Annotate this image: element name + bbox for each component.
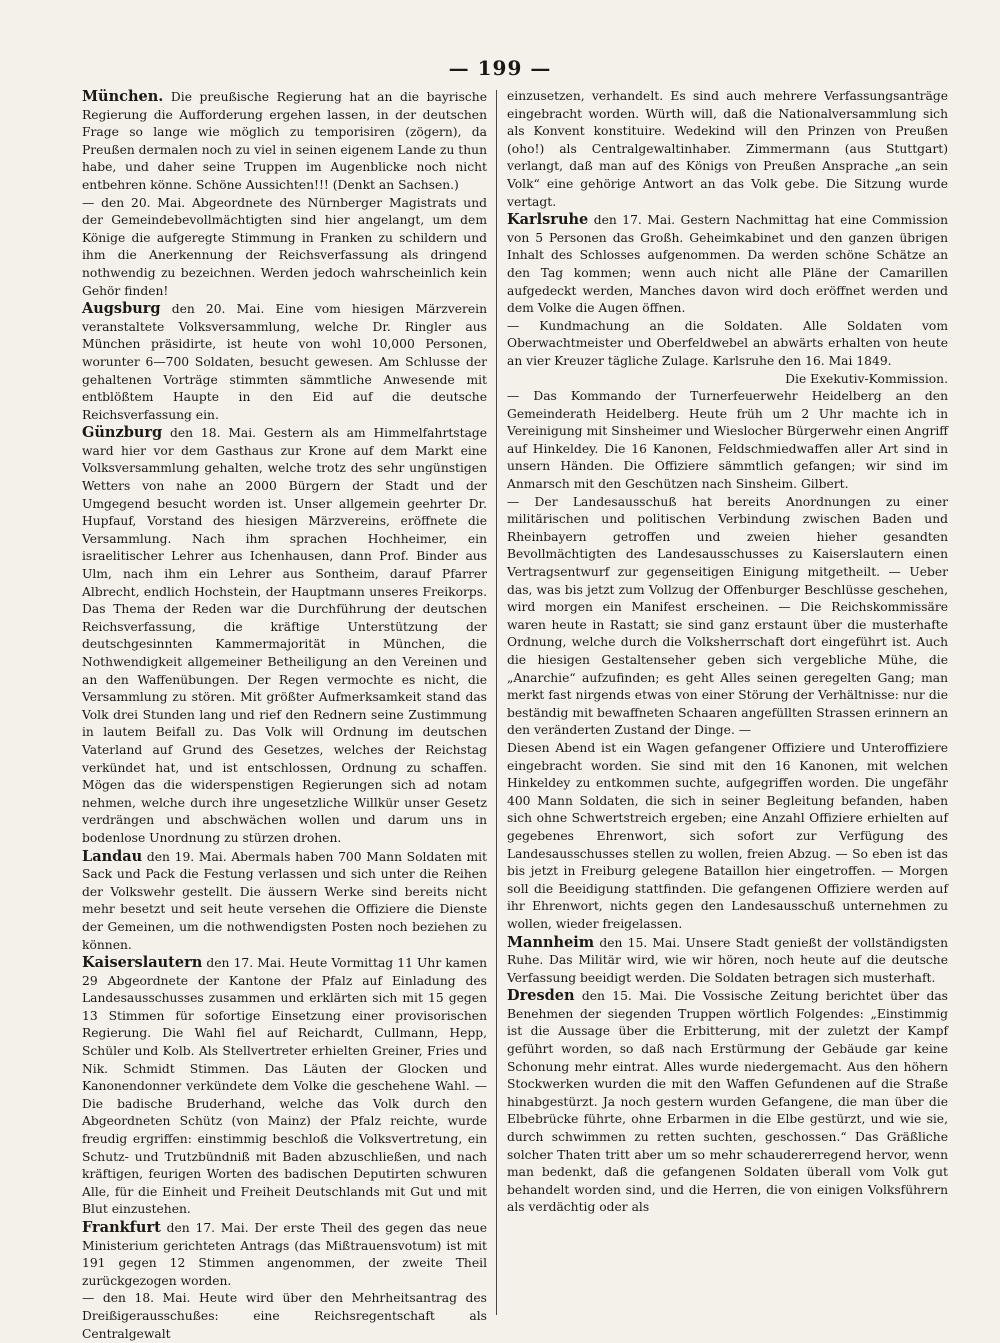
entry-text: — Kundmachung an die Soldaten. Alle Soldaten vom Oberwachtmeister und Oberfeldwebel an abwärts erhalten von heute an vier Kreuzer tägliche Zulage. Karlsruhe den 16. Mai 1849. <box>507 318 948 368</box>
entry-text: den 15. Mai. Unsere Stadt genießt der vollständigsten Ruhe. Das Militär wird, wie wir hören, noch heute auf die deutsche Verfassung beeidigt werden. Die Soldaten betragen sich musterhaft. <box>507 935 948 985</box>
place-heading: Karlsruhe <box>507 211 589 229</box>
place-heading: Mannheim <box>507 933 595 951</box>
news-entry <box>507 987 948 1217</box>
column-divider <box>496 90 497 1315</box>
news-entry <box>507 494 948 740</box>
news-entry <box>507 740 948 934</box>
place-heading: München. <box>82 88 164 105</box>
news-entry <box>82 1219 487 1290</box>
entry-text: einzusetzen, verhandelt. Es sind auch mehrere Verfassungsanträge eingebracht worden. Würth will, daß die Nationalversammlung sich als Konvent konstituire. Wedekind will den Prinzen von Preußen (oho!) als Centralgewaltinhaber. Zimmermann (aus Stuttgart) verlangt, daß man auf des Königs von Preußen Ansprache „an sein Volk“ eine gehörige Antwort an das Volk gebe. Die Sitzung wurde vertagt. <box>507 89 948 209</box>
place-heading: Landau <box>82 847 143 865</box>
place-heading: Augsburg <box>82 300 161 318</box>
entry-text: den 17. Mai. Gestern Nachmittag hat eine Commission von 5 Personen das Großh. Geheimkabinet und den ganzen übrigen Inhalt des Schlosses aufgenommen. Da werden schöne Schätze an den Tag kommen; wenn auch nicht alle Pläne der Camarillen aufgedeckt werden, Manches davon wird doch eröffnet werden und dem Volke die Augen öffnen. <box>507 213 948 316</box>
place-heading: Frankfurt <box>82 1219 161 1236</box>
news-entry <box>82 1290 487 1343</box>
entry-text: den 17. Mai. Der erste Theil des gegen das neue Ministerium gerichteten Antrags (das Mißtrauensvotum) ist mit 191 gegen 12 Stimmen angenommen, der zweite Theil zurückgezogen worden. <box>82 1221 487 1288</box>
entry-text: den 18. Mai. Gestern als am Himmelfahrtstage ward hier vor dem Gasthaus zur Krone auf dem Markt eine Volksversammlung gehalten, welche trotz des sehr ungünstigen Wetters von nahe an 2000 Bürgern der Stadt und der Umgegend besucht worden ist. Unser allgemein geehrter Dr. Hupfauf, Vorstand des hiesigen Märzvereins, eröffnete die Versammlung. Nach ihm sprachen Hochheimer, ein israelitischer Lehrer aus Ichenhausen, dann Prof. Binder aus Ulm, nach ihm ein Lehrer aus Sontheim, darauf Pfarrer Albrecht, endlich Hochstein, der Hauptmann unseres Freikorps. Das Thema der Reden war die Durchführung der deutschen Reichsverfassung, die kräftige Unterstützung der deutschgesinnten Kammermajorität in München, die Nothwendigkeit allgemeiner Betheiligung an den Vereinen und an den Waffenübungen. Der Regen vermochte es nicht, die Versammlung zu stören. Mit größter Aufmerksamkeit stand das Volk drei Stunden lang und rief den Rednern seine Zustimmung in lautem Beifall zu. Das Volk will Ordnung im deutschen Vaterland auf Grund des Gesetzes, welches der Reichstag verkündet hat, und ist entschlossen, Ordnung zu schaffen. Mögen das die widerspenstigen Regierungen sich ad notam nehmen, welche durch ihre ungesetzliche Willkür unser Gesetz verdrängen und abschwächen wollen und darum uns in bodenlose Unordnung zu stürzen drohen. <box>82 426 487 845</box>
entry-text: Die preußische Regierung hat an die bayrische Regierung die Aufforderung ergehen lassen, in der deutschen Frage so lange wie möglich zu temporisiren (zögern), da Preußen dermalen noch zu viel in seinen eigenem Lande zu thun habe, und daher seine Truppen im Augenblicke noch nicht entbehren könne. Schöne Aussichten!!! (Denkt an Sachsen.) <box>82 90 487 192</box>
entry-text: — Der Landesausschuß hat bereits Anordnungen zu einer militärischen und politischen Verbindung zwischen Baden und Rheinbayern getroffen und zweien hieher gesandten Bevollmächtigten des Landesausschusses zu Kaiserslautern einen Vertragsentwurf zur gegenseitigen Einigung mitgetheilt. — Ueber das, was bis jetzt zum Vollzug der Offenburger Beschlüsse geschehen, wird morgen ein Manifest erscheinen. — Die Reichskommissäre waren heute in Rastatt; sie sind ganz erstaunt über die musterhafte Ordnung, welche durch die Volksherrschaft dort eingeführt ist. Auch die hiesigen Gestaltenseher geben sich vergebliche Mühe, die „Anarchie“ aufzufinden; es geht Alles seinen geregelten Gang; man merkt fast nirgends etwas von einer Störung der Verhältnisse: nur die beständig mit bewaffneten Schaaren angefüllten Strassen erinnern an den veränderten Zustand der Dinge. — <box>507 494 948 738</box>
entry-text: Diesen Abend ist ein Wagen gefangener Offiziere und Unteroffiziere eingebracht worden. Sie sind mit den 16 Kanonen, mit welchen Hinkeldey zu entkommen suchte, aufgegriffen worden. Die ungefähr 400 Mann Soldaten, die sich in seiner Begleitung befanden, haben sich ohne Schwertstreich ergeben; eine Anzahl Offiziere erhielten auf gegebenes Ehrenwort, sich sofort zur Verfügung des Landesausschusses stellen zu wollen, freien Abzug. — So eben ist das bis jetzt in Freiburg gelegene Bataillon hier eingetroffen. — Morgen soll die Beeidigung stattfinden. Die gefangenen Offiziere werden auf ihr Ehrenwort, nichts gegen den Landesausschuß unternehmen zu wollen, wieder freigelassen. <box>507 740 948 931</box>
entry-text: den 17. Mai. Heute Vormittag 11 Uhr kamen 29 Abgeordnete der Kantone der Pfalz auf Einladung des Landesausschusses zusammen und erklärten sich mit 15 gegen 13 Stimmen für sofortige Einsetzung einer provisorischen Regierung. Die Wahl fiel auf Reichardt, Cullmann, Hepp, Schüler und Kolb. Als Stellvertreter erhielten Greiner, Fries und Nik. Schmidt Stimmen. Das Läuten der Glocken und Kanonendonner verkündete dem Volke die geschehene Wahl. — Die badische Bruderhand, welche das Volk durch den Abgeordneten Schütz (von Mainz) der Pfalz reichte, wurde freudig ergriffen: einstimmig beschloß die Volksvertretung, ein Schutz- und Trutzbündniß mit Baden abzuschließen, und nach kräftigen, feurigen Worten des badischen Deputirten schwuren Alle, für die Einheit und Freiheit Deutschlands mit Gut und mit Blut einzustehen. <box>82 956 487 1217</box>
news-entry <box>82 424 487 847</box>
entry-text: den 19. Mai. Abermals haben 700 Mann Soldaten mit Sack und Pack die Festung verlassen und sich unter die Reihen der Volkswehr gestellt. Die äussern Werke sind bereits nicht mehr besetzt und seit heute versehen die Offiziere die Dienste der Gemeinen, um die nothwendigsten Posten noch beziehen zu können. <box>82 849 487 952</box>
entry-text: — den 20. Mai. Abgeordnete des Nürnberger Magistrats und der Gemeindebevollmächtigten sind hier angelangt, um dem Könige die aufgeregte Stimmung in Franken zu schildern und ihm die Anerkennung der Reichsverfassung als dringend nothwendig zu bezeichnen. Werden jedoch wahrscheinlich kein Gehör finden! <box>82 195 487 298</box>
entry-text: — den 18. Mai. Heute wird über den Mehrheitsantrag des Dreißigerausschußes: eine Reichsregentschaft als Centralgewalt <box>82 1291 487 1341</box>
place-heading: Günzburg <box>82 424 163 442</box>
entry-text: den 20. Mai. Eine vom hiesigen Märzverein veranstaltete Volksversammlung, welche Dr. Ringler aus München präsidirte, ist heute von wohl 10,000 Personen, worunter 6—700 Soldaten, besucht gewesen. Am Schlusse der gehaltenen Vorträge stimmten sämmtliche Anwesende mit entblößtem Haupte in den Eid auf die deutsche Reichsverfassung ein. <box>82 302 487 422</box>
page-number: — 199 — <box>448 56 552 80</box>
place-heading: Dresden <box>507 987 575 1005</box>
news-entry <box>82 954 487 1219</box>
news-entry <box>507 388 948 494</box>
entry-text: den 15. Mai. Die Vossische Zeitung berichtet über das Benehmen der siegenden Truppen wörtlich Folgendes: „Einstimmig ist die Aussage über die Erbitterung, mit der zuletzt der Kampf geführt worden, so daß nach Erstürmung der Gebäude gar keine Schonung mehr eintrat. Alles wurde niedergemacht. Aus den höhern Stockwerken wurden die mit den Waffen Gefundenen auf die Straße hinabgestürzt. Ja noch gestern wurden Gefangene, die man über die Elbebrücke führte, ohne Erbarmen in die Elbe gestürzt, und wie sie, durch schwimmen zu retten suchten, geschossen.“ Das Gräßliche solcher Thaten tritt aber um so mehr schaudererregend hervor, wenn man bedenkt, daß die gefangenen Soldaten überall vom Volk gut behandelt worden sind, und die Herren, die von einigen Volksführern als verdächtig oder als <box>507 989 948 1215</box>
news-entry <box>507 88 948 211</box>
entry-text: Die Exekutiv-Kommission. <box>785 371 948 386</box>
news-entry <box>82 848 487 955</box>
news-entry <box>507 318 948 371</box>
news-entry <box>82 88 487 195</box>
news-entry <box>507 934 948 988</box>
entry-text: — Das Kommando der Turnerfeuerwehr Heidelberg an den Gemeinderath Heidelberg. Heute früh um 2 Uhr machte ich in Vereinigung mit Sinsheimer und Wieslocher Bürgerwehr einen Angriff auf Hinkeldey. Die 16 Kanonen, Feldschmiedwaffen aller Art sind in unsern Händen. Die Offiziere sämmtlich gefangen; wir sind im Anmarsch mit den Geschützen nach Sinsheim. Gilbert. <box>507 389 948 492</box>
news-entry <box>507 211 948 318</box>
place-heading: Kaiserslautern <box>82 954 203 972</box>
news-entry <box>82 300 487 424</box>
signature-line <box>507 371 948 389</box>
left-column <box>82 88 487 1341</box>
news-entry <box>82 195 487 301</box>
right-column <box>507 88 948 1323</box>
